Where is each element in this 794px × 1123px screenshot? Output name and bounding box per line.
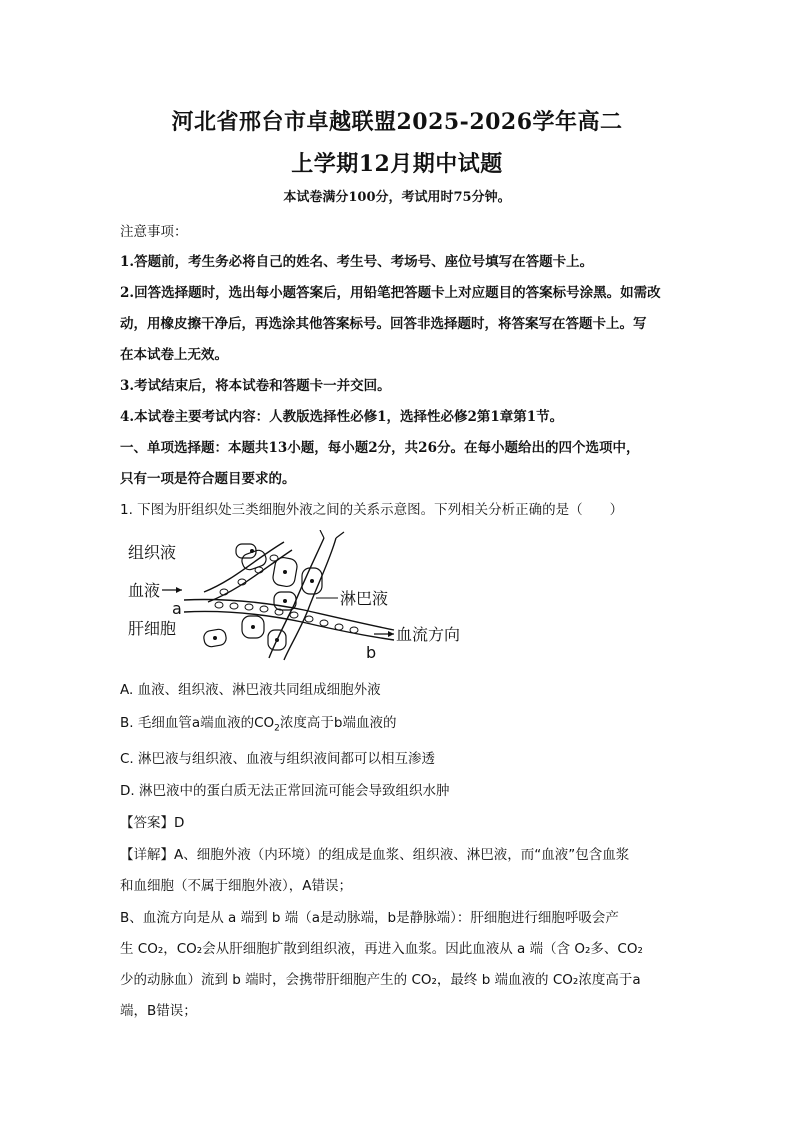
- lymph-vessel-edge: [284, 538, 336, 660]
- option-a: A. 血液、组织液、淋巴液共同组成细胞外液: [120, 682, 381, 698]
- label-blood: 血液: [128, 581, 161, 600]
- label-b: b: [366, 643, 377, 662]
- option-c: C. 淋巴液与组织液、血液与组织液间都可以相互渗透: [120, 751, 436, 767]
- section-heading-line1: 一、单项选择题：本题共13小题，每小题2分，共26分。在每小题给出的四个选项中，: [120, 440, 640, 456]
- option-b-pre: B. 毛细血管a端血液的CO: [120, 715, 275, 731]
- option-b-post: 浓度高于b端血液的: [279, 715, 397, 731]
- explanation-line4: 生 CO₂，CO₂会从肝细胞扩散到组织液，再进入血浆。因此血液从 a 端（含 O₂多、CO₂: [120, 941, 643, 957]
- note-4: 4.本试卷主要考试内容：人教版选择性必修1，选择性必修2第1章第1节。: [120, 409, 564, 425]
- label-flow-direction: 血流方向: [396, 625, 461, 644]
- note-2-line1: 2.回答选择题时，选出每小题答案后，用铅笔把答题卡上对应题目的答案标号涂黑。如需改: [120, 285, 661, 301]
- note-2-line2: 动，用橡皮擦干净后，再选涂其他答案标号。回答非选择题时，将答案写在答题卡上。写: [120, 316, 647, 332]
- note-3: 3.考试结束后，将本试卷和答题卡一并交回。: [120, 378, 391, 394]
- exam-meta: 本试卷满分100分，考试用时75分钟。: [283, 190, 511, 205]
- explanation-line6: 端，B错误；: [120, 1003, 197, 1019]
- note-2-line3: 在本试卷上无效。: [120, 347, 228, 363]
- label-liver-cell: 肝细胞: [128, 619, 177, 638]
- section-heading-line2: 只有一项是符合题目要求的。: [120, 471, 296, 487]
- label-lymph: 淋巴液: [340, 589, 389, 608]
- liver-tissue-diagram: [124, 530, 484, 665]
- note-1: 1.答题前，考生务必将自己的姓名、考生号、考场号、座位号填写在答题卡上。: [120, 254, 594, 270]
- option-b: [120, 711, 680, 734]
- label-tissue-fluid: 组织液: [128, 543, 177, 562]
- label-a: a: [172, 599, 182, 618]
- option-b-sub: 2: [274, 723, 280, 734]
- notes-heading: 注意事项：: [120, 224, 188, 240]
- question-1-stem: 1. 下图为肝组织处三类细胞外液之间的关系示意图。下列相关分析正确的是（ ）: [120, 502, 624, 518]
- explanation-line3: B、血流方向是从 a 端到 b 端（a是动脉端，b是静脉端）：肝细胞进行细胞呼吸会产: [120, 910, 619, 926]
- page-title-line2: 上学期12月期中试题: [291, 151, 503, 177]
- explanation-line5: 少的动脉血）流到 b 端时，会携带肝细胞产生的 CO₂，最终 b 端血液的 CO₂浓度高于a: [120, 972, 641, 988]
- option-d: D. 淋巴液中的蛋白质无法正常回流可能会导致组织水肿: [120, 783, 450, 799]
- page-title-line1: 河北省邢台市卓越联盟2025-2026学年高二: [171, 109, 623, 135]
- explanation-line1: 【详解】A、细胞外液（内环境）的组成是血浆、组织液、淋巴液，而“血液”包含血浆: [120, 847, 630, 863]
- answer: 【答案】D: [120, 815, 185, 831]
- explanation-line2: 和血细胞（不属于细胞外液），A错误；: [120, 878, 352, 894]
